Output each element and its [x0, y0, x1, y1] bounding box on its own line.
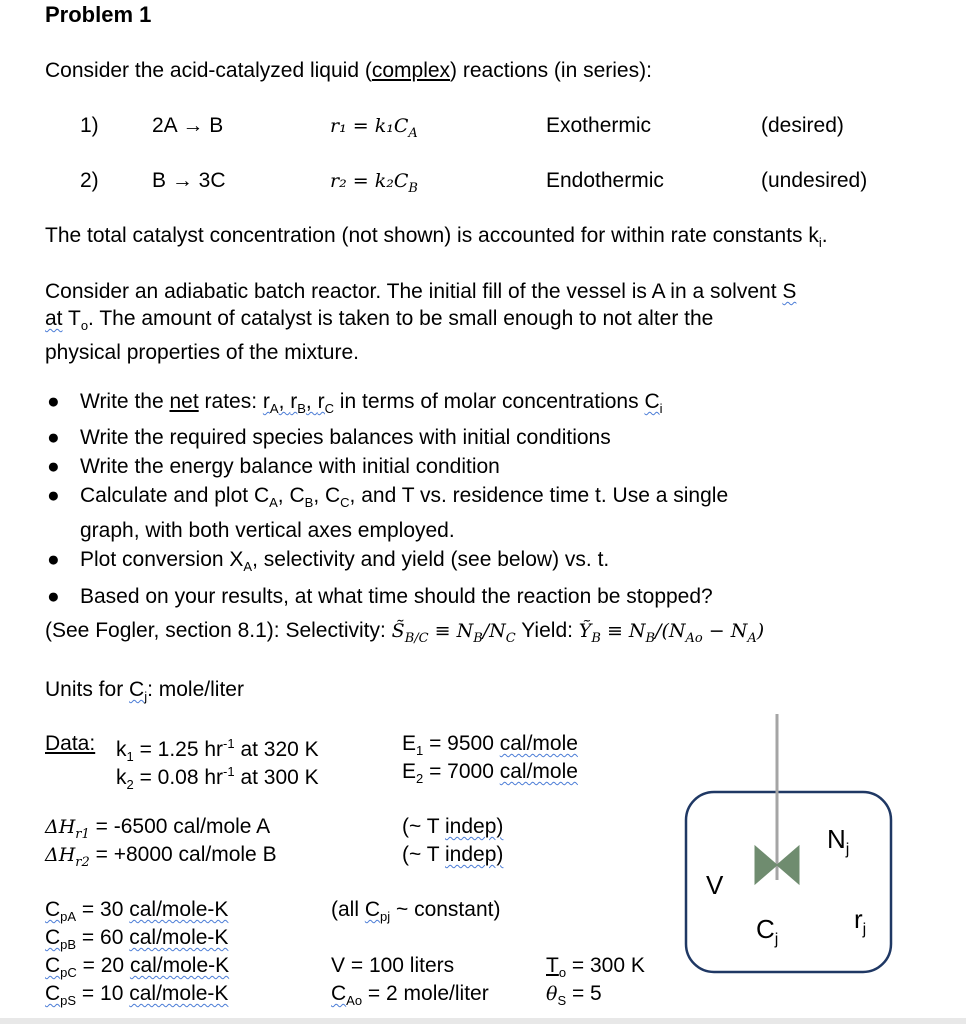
list-item: ● Calculate and plot $C_A$, $C_B$, $C_C$, and T vs. residence time t. Use a single graph, with both vertical axes employed.: [47, 484, 729, 543]
rate-expression: $r_1 = k_1C_A$: [330, 115, 418, 141]
task-list: [45, 388, 925, 612]
units-line: Units for $C_j$: mole/liter: [45, 678, 244, 705]
catalyst-note: The total catalyst concentration (not shown) is accounted for within rate constants $k_i$.: [45, 224, 828, 251]
volume-label: V: [706, 870, 724, 900]
thermo-type: Exothermic: [546, 114, 652, 137]
list-item: ● Based on your results, at what time should the reaction be stopped?: [47, 584, 713, 608]
t-indep-note: (~ T indep): [402, 843, 504, 866]
reaction-equation: 2A → B: [152, 114, 224, 137]
theta-value: $\theta_S = 5$: [546, 982, 602, 1009]
list-item: ● Write the net rates: $r_A$, $r_B$, $r_C$ in terms of molar concentrations $C_i$: [47, 390, 663, 417]
list-item: ● Plot conversion $X_A$, selectivity and yield (see below) vs. t.: [47, 548, 610, 575]
reaction-equation: B → 3C: [152, 169, 226, 192]
reaction-kind: (desired): [761, 114, 844, 137]
data-label: Data:: [45, 732, 96, 755]
cao-value: $C_{Ao} = 2$ mole/liter: [331, 982, 489, 1009]
cp-s: $C_{pS} = 10$ cal/mole-K: [45, 982, 229, 1009]
reaction-number: 2): [80, 169, 99, 192]
e2-value: $E_2 = 7000$ cal/mole: [402, 760, 578, 787]
cp-constant-note: (all $C_{pj}$ ~ constant): [331, 898, 501, 925]
batch-reactor-diagram: [684, 712, 894, 977]
selectivity-line: (See Fogler, section 8.1): Selectivity: $S̃_{B/C} \equiv N_B/N_C$ Yield: Ỹ$_B$ ≡ $N_B/(N_{Ao} - N_A)$: [45, 619, 765, 646]
to-value: $T_o = 300$ K: [546, 954, 645, 981]
e1-value: $E_1 = 9500$ cal/mole: [402, 732, 578, 759]
cp-c: $C_{pC} = 20$ cal/mole-K: [45, 954, 230, 981]
k1-value: $k_1 = 1.25$ $hr^{-1}$ at 320 K: [116, 736, 319, 765]
problem-title: Problem 1: [45, 2, 152, 27]
intro-text: Consider the acid-catalyzed liquid (complex) reactions (in series):: [45, 59, 652, 82]
moles-label: $N_j$: [827, 824, 850, 859]
rate-label: $r_j$: [854, 904, 867, 939]
reaction-number: 1): [80, 114, 99, 137]
dh-r2: $\Delta H_{r2} = +8000$ cal/mole B: [45, 843, 277, 871]
thermo-type: Endothermic: [546, 169, 664, 192]
reaction-kind: (undesired): [761, 169, 868, 192]
list-item: ● Write the required species balances with initial conditions: [47, 426, 611, 450]
complex-link[interactable]: complex: [371, 59, 451, 82]
k2-value: $k_2 = 0.08$ $hr^{-1}$ at 300 K: [116, 764, 319, 793]
concentration-label: $C_j$: [756, 914, 779, 949]
page-bottom-edge: [0, 1018, 966, 1024]
rate-expression: $r_2 = k_2C_B$: [330, 170, 418, 196]
impeller-blade-right: [777, 846, 799, 884]
t-indep-note: (~ T indep): [402, 815, 504, 838]
reactor-description: Consider an adiabatic batch reactor. The initial fill of the vessel is A in a solvent S at $T_o$. The amount of catalyst is taken to be small enough to not alter the physical properties of the mixture.: [45, 280, 797, 365]
impeller-blade-left: [755, 846, 777, 884]
list-item: ● Write the energy balance with initial condition: [47, 455, 500, 479]
volume-value: V = 100 liters: [331, 954, 455, 977]
cp-b: $C_{pB} = 60$ cal/mole-K: [45, 926, 229, 953]
dh-r1: $\Delta H_{r1} = -6500$ cal/mole A: [45, 815, 271, 843]
cp-a: $C_{pA} = 30$ cal/mole-K: [45, 898, 229, 925]
